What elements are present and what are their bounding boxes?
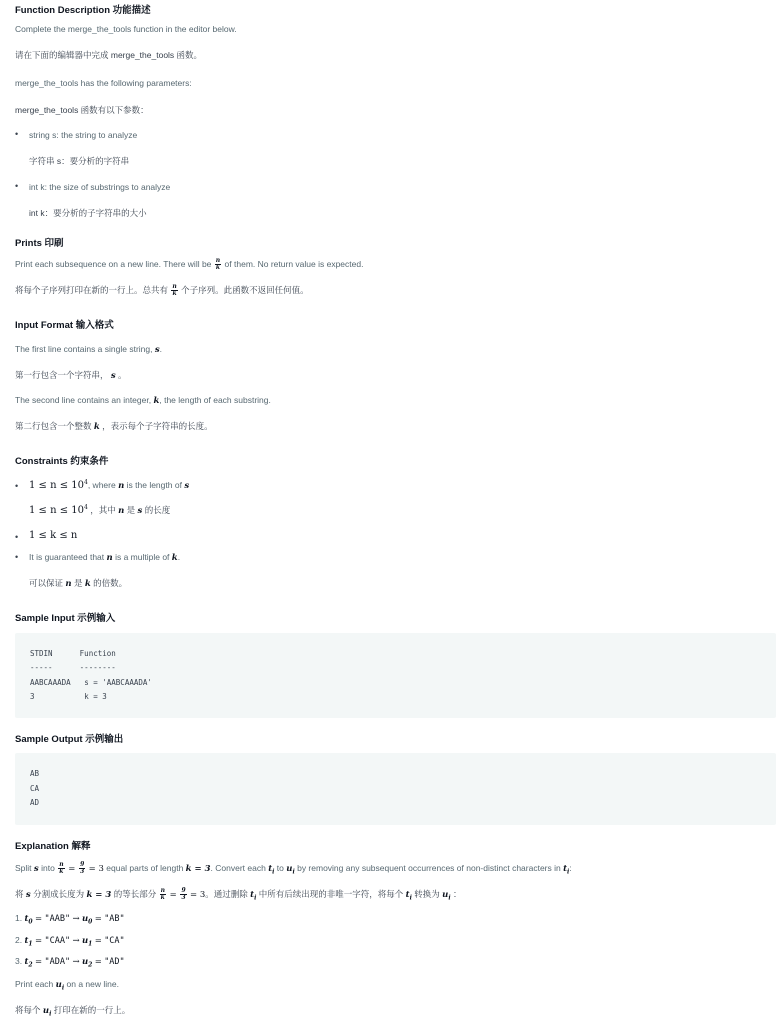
prints-cn-part: 将每个子序列打印在新的一行上。总共有 <box>15 285 169 295</box>
if-cn1-text: 第一行包含一个字符串， <box>15 370 109 380</box>
heading-explanation: Explanation 解释 <box>15 841 91 852</box>
list-item: 2. $t_1$ = "CAA" → $u_1$ = "CA" <box>15 935 125 948</box>
math-eq3: = 3 <box>88 863 104 874</box>
heading-sample-output: Sample Output 示例输出 <box>15 734 124 745</box>
pe-text: Print each <box>15 979 54 989</box>
frac-den: 3 <box>181 894 186 902</box>
frac-den: k <box>59 868 64 875</box>
fraction-9-over-3 <box>79 862 85 875</box>
list-number: 3. <box>15 956 23 966</box>
if-en2-text: The second line contains an integer, <box>15 395 152 405</box>
c3-en-text: is a multiple of <box>115 552 170 562</box>
math-t: t <box>24 914 29 924</box>
ex-text: to <box>276 862 284 873</box>
subscript: 1 <box>28 940 33 948</box>
ex-text: 将 <box>15 889 24 899</box>
fraction-n-over-k <box>58 862 64 875</box>
constraint3-en: It is guaranteed that n is a multiple of k. <box>29 552 181 563</box>
math-k3: k = 3 <box>185 863 211 874</box>
subscript: 0 <box>28 918 33 926</box>
if-cn2-text: 第二行包含一个整数 <box>15 421 92 431</box>
function-value: k = 3 <box>84 692 107 701</box>
c1-cn-text: ，其中 <box>90 505 116 515</box>
t-value: "AAB" <box>44 914 71 924</box>
math-u: u <box>42 1006 50 1016</box>
ex-text: into <box>41 862 55 873</box>
ex-text: 转换为 <box>414 889 440 899</box>
constraint3-cn <box>29 577 127 589</box>
ex-text: 分割成长度为 <box>33 889 85 899</box>
fraction-n-over-k <box>160 888 166 901</box>
fraction-9-over-3 <box>180 888 186 901</box>
if-cn1: 第一行包含一个字符串， s 。 <box>15 370 127 381</box>
math-t: t <box>405 890 410 900</box>
math-t: t <box>24 957 29 967</box>
constraint1-cn <box>29 504 170 516</box>
output-line: AB <box>30 769 40 778</box>
subscript: 1 <box>88 940 93 948</box>
math-s: s <box>137 506 143 516</box>
math-u: u <box>442 890 449 900</box>
math-k: k <box>171 553 178 563</box>
math-k3: k = 3 <box>86 890 112 900</box>
print-each-cn <box>15 1004 130 1018</box>
explanation-en: Split s into $\frac{n}{k}$ = $\frac{9}{3}$ = 3 equal parts of length k = 3. Convert each $t_i$ to $u_i$ by removing any subsequent occurrences of non-distinct characters in $t_i$: <box>15 861 572 876</box>
frac-num: n <box>172 283 177 291</box>
print-each-en <box>15 979 119 992</box>
math-s: s <box>154 345 160 355</box>
math-s: s <box>110 371 116 381</box>
math-n: n <box>106 553 113 563</box>
u-value: "AD" <box>104 957 125 967</box>
list-item: 3. $t_2$ = "ADA" → $u_2$ = "AD" <box>15 956 125 969</box>
sample-input-separator <box>30 661 116 676</box>
param1-en: string s: the string to analyze <box>29 130 138 140</box>
math-c1: 1 ≤ n ≤ 10 <box>29 479 84 491</box>
frac-num: 9 <box>181 887 186 895</box>
ex-text: equal parts of length <box>106 862 184 873</box>
math-t: t <box>24 936 29 946</box>
c1-cn-text: 的长度 <box>144 505 171 515</box>
frac-num: 9 <box>80 861 85 868</box>
param2-cn: int k：要分析的子字符串的大小 <box>29 208 147 218</box>
c1-en-text: , where <box>87 479 116 490</box>
math-ti: $t_i$ <box>250 890 257 902</box>
heading-input-format: Input Format 输入格式 <box>15 320 114 331</box>
bullet: • <box>15 552 19 562</box>
prints-en-part: Print each subsequence on a new line. There will be <box>15 258 212 269</box>
heading-constraints: Constraints 约束条件 <box>15 456 109 467</box>
math-c2: 1 ≤ k ≤ n <box>29 530 78 541</box>
stdin-value: 3 <box>30 692 35 701</box>
sep: -------- <box>79 663 116 672</box>
c3-cn-text: 是 <box>73 578 83 588</box>
math-ti: $t_i$ <box>405 890 412 902</box>
fd-cn: 请在下面的编辑器中完成 merge_the_tools 函数。 <box>15 50 203 60</box>
ex-text: 。通过删除 <box>205 889 248 899</box>
math-s: s <box>33 863 39 874</box>
params-cn: merge_the_tools 函数有以下参数： <box>15 105 149 115</box>
math-ui: $u_i$ <box>442 890 451 902</box>
math-ti: $t_i$ <box>563 863 570 876</box>
if-en1: The first line contains a single string, s. <box>15 344 163 355</box>
sep: ----- <box>30 663 53 672</box>
math-ui: $u_i$ <box>55 980 65 992</box>
prints-en-part: of them. No return value is expected. <box>224 258 364 269</box>
params-en: merge_the_tools has the following parameters: <box>15 78 192 88</box>
frac-den: k <box>215 264 221 271</box>
fraction-n-over-k <box>171 284 177 297</box>
bullet: • <box>15 181 19 191</box>
bullet: • <box>15 129 19 139</box>
fd-en: Complete the merge_the_tools function in the editor below. <box>15 24 237 34</box>
bullet: • <box>15 532 19 542</box>
param2-en: int k: the size of substrings to analyze <box>29 182 171 192</box>
prints-en <box>15 258 363 271</box>
math-c1: 1 ≤ n ≤ 10 <box>29 505 84 516</box>
sample-output-block <box>15 753 776 825</box>
param1-cn: 字符串 s：要分析的字符串 <box>29 156 130 166</box>
frac-num: n <box>215 257 221 264</box>
c3-cn-text: 可以保证 <box>29 578 64 588</box>
c3-en-text: It is guaranteed that <box>29 552 105 562</box>
if-en2 <box>15 395 271 406</box>
ex-text: 的等长部分 <box>113 889 157 899</box>
math-ti: $t_i$ <box>268 863 275 876</box>
prints-cn <box>15 284 309 297</box>
math-exp: 4 <box>84 504 88 512</box>
math-eq3: = 3 <box>190 890 206 900</box>
pe-text: on a new line. <box>66 979 119 989</box>
c3-cn-text: 的倍数。 <box>93 578 128 588</box>
t-value: "ADA" <box>44 957 71 967</box>
math-ui: $u_i$ <box>42 1006 52 1018</box>
u-value: "AB" <box>104 914 125 924</box>
frac-den: 3 <box>80 868 85 875</box>
math-exp: 4 <box>84 479 88 486</box>
bullet: • <box>15 481 19 491</box>
list-number: 2. <box>15 935 23 945</box>
pe-text: 将每个 <box>15 1005 41 1015</box>
output-line: AD <box>30 798 40 807</box>
math-s: s <box>184 480 190 491</box>
col-stdin: STDIN <box>30 649 53 658</box>
sample-input-row <box>30 676 152 691</box>
list-item: 1. $t_0$ = "AAB" → $u_0$ = "AB" <box>15 913 125 926</box>
frac-num: n <box>59 861 64 868</box>
ex-text: 中所有后续出现的非唯一字符，将每个 <box>258 889 404 899</box>
stdin-value: AABCAAADA <box>30 678 71 687</box>
math-k: k <box>153 396 160 406</box>
math-u: u <box>286 863 293 874</box>
subscript: 2 <box>28 961 33 969</box>
constraint2 <box>29 530 77 541</box>
math-s: s <box>25 890 31 900</box>
math-k: k <box>84 579 91 589</box>
math-t: t <box>268 863 273 874</box>
ex-text: by removing any subsequent occurrences of non-distinct characters in <box>297 862 561 873</box>
math-u: u <box>81 936 89 946</box>
ex-text: Split <box>15 862 32 873</box>
sample-input-header <box>30 647 116 662</box>
math-u: u <box>81 914 89 924</box>
sample-input-row <box>30 690 107 705</box>
math-n: n <box>118 480 125 491</box>
math-u: u <box>55 980 62 990</box>
heading-function-description: Function Description 功能描述 <box>15 5 151 16</box>
math-u: u <box>81 957 89 967</box>
if-en2-text: , the length of each substring. <box>159 395 271 405</box>
ex-text: . Convert each <box>210 862 266 873</box>
pe-text: 打印在新的一行上。 <box>53 1005 131 1015</box>
if-en1-text: The first line contains a single string, <box>15 344 153 354</box>
constraint1-en <box>29 479 189 491</box>
c1-en-text: is the length of <box>126 479 182 490</box>
col-function: Function <box>79 649 116 658</box>
math-t: t <box>563 863 568 874</box>
if-cn2 <box>15 420 213 432</box>
subscript: 2 <box>88 961 93 969</box>
frac-num: n <box>160 887 165 895</box>
frac-den: k <box>172 290 177 298</box>
list-number: 1. <box>15 913 23 923</box>
math-n: n <box>65 579 72 589</box>
subscript: 0 <box>88 918 93 926</box>
t-value: "CAA" <box>44 936 71 946</box>
c1-cn-text: 是 <box>126 505 136 515</box>
u-value: "CA" <box>104 936 125 946</box>
math-n: n <box>118 506 125 516</box>
math-ui: $u_i$ <box>286 863 295 876</box>
sample-input-block <box>15 633 776 718</box>
explanation-cn: 将 s 分割成长度为 k = 3 的等长部分 $\frac{n}{k}$ = $\frac{9}{3}$ = 3。通过删除 $t_i$ 中所有后续出现的非唯一字符，将每个 $t_i$ 转换为 $u_i$ ： <box>15 887 462 902</box>
heading-prints: Prints 印刷 <box>15 238 64 249</box>
frac-den: k <box>160 894 165 902</box>
fraction-n-over-k <box>215 258 221 271</box>
math-k: k <box>93 422 100 432</box>
prints-cn-part: 个子序列。此函数不返回任何值。 <box>181 285 309 295</box>
output-line: CA <box>30 784 40 793</box>
heading-sample-input: Sample Input 示例输入 <box>15 613 116 624</box>
math-t: t <box>250 890 255 900</box>
if-cn2-text: ，表示每个子字符串的长度。 <box>102 421 213 431</box>
function-value: s = 'AABCAAADA' <box>84 678 152 687</box>
